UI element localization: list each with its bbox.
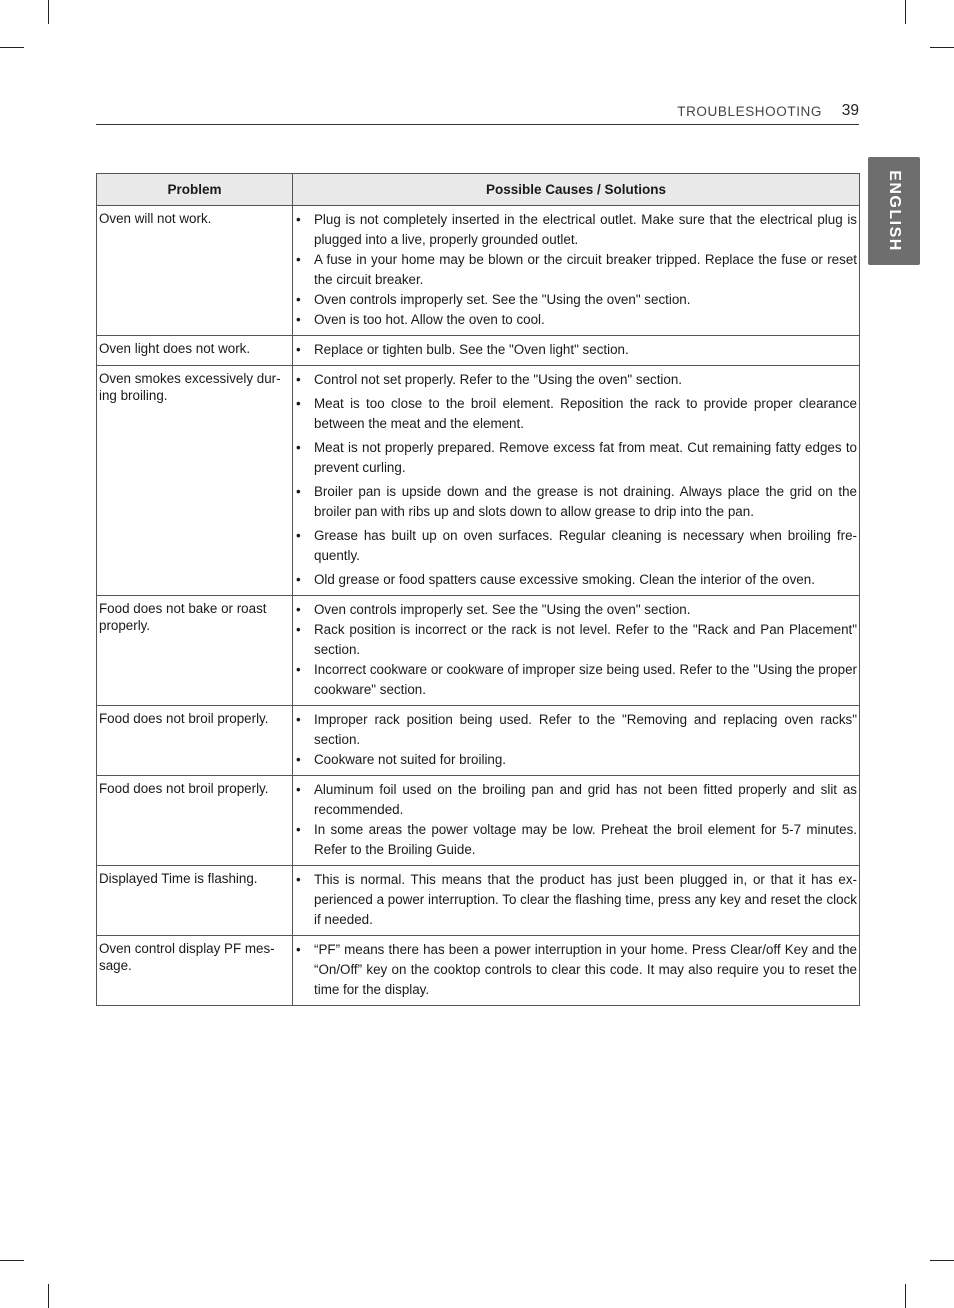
causes-list [295, 940, 857, 1000]
crop-mark [0, 47, 24, 48]
crop-mark [48, 0, 49, 24]
causes-cell [293, 366, 860, 596]
table-row [97, 866, 860, 936]
causes-list [295, 340, 857, 360]
problem-cell: Food does not broil properly. [97, 706, 293, 776]
cause-item: • Oven controls improperly set. See the "Using the oven" section. [295, 600, 857, 620]
cause-item: • Broiler pan is upside down and the grease is not draining. Always place the grid on the broiler pan with ribs up and slots down to allow grease to drip into the pan. [295, 482, 857, 522]
table-row [97, 706, 860, 776]
causes-cell [293, 936, 860, 1006]
page-number: 39 [841, 102, 859, 119]
table-row [97, 936, 860, 1006]
causes-cell [293, 776, 860, 866]
cause-item: • In some areas the power voltage may be low. Preheat the broil element for 5-7 minutes. Refer to the Broiling Guide. [295, 820, 857, 860]
problem-cell: Displayed Time is flashing. [97, 866, 293, 936]
causes-list [295, 780, 857, 860]
causes-cell [293, 336, 860, 366]
cause-item: • Improper rack position being used. Refer to the "Removing and replacing oven racks" section. [295, 710, 857, 750]
table-row [97, 596, 860, 706]
problem-cell: Oven light does not work. [97, 336, 293, 366]
cause-item: • Old grease or food spatters cause excessive smoking. Clean the interior of the oven. [295, 570, 857, 590]
cause-item: • Rack position is incorrect or the rack is not level. Refer to the "Rack and Pan Placement" section. [295, 620, 857, 660]
causes-cell [293, 596, 860, 706]
cause-item: • Plug is not completely inserted in the electrical outlet. Make sure that the electrical plug is plugged into a live, properly grounded outlet. [295, 210, 857, 250]
crop-mark [930, 1260, 954, 1261]
problem-cell: Food does not broil properly. [97, 776, 293, 866]
causes-list [295, 870, 857, 930]
crop-mark [905, 1284, 906, 1308]
problem-cell: Oven smokes excessively dur-ing broiling. [97, 366, 293, 596]
cause-item: • Meat is not properly prepared. Remove excess fat from meat. Cut remaining fatty edges to prevent curling. [295, 438, 857, 478]
table-row [97, 206, 860, 336]
crop-mark [0, 1260, 24, 1261]
language-tab [868, 157, 920, 265]
table-row [97, 776, 860, 866]
cause-item: • Oven controls improperly set. See the "Using the oven" section. [295, 290, 857, 310]
problem-cell: Oven will not work. [97, 206, 293, 336]
column-header-problem: Problem [97, 174, 293, 206]
language-tab-label: ENGLISH [886, 170, 903, 252]
cause-item: • “PF” means there has been a power interruption in your home. Press Clear/off Key and the “On/Off” key on the cooktop controls to clear this code. It may also require you to reset the time for the display. [295, 940, 857, 1000]
troubleshooting-table [96, 173, 860, 1006]
causes-list [295, 600, 857, 700]
causes-cell [293, 206, 860, 336]
cause-item: • Cookware not suited for broiling. [295, 750, 857, 770]
cause-item: • Replace or tighten bulb. See the "Oven light" section. [295, 340, 857, 360]
cause-item: • Control not set properly. Refer to the "Using the oven" section. [295, 370, 857, 390]
cause-item: • Aluminum foil used on the broiling pan and grid has not been fitted properly and slit as recommended. [295, 780, 857, 820]
causes-cell [293, 706, 860, 776]
crop-mark [905, 0, 906, 24]
crop-mark [930, 47, 954, 48]
table-header-row [97, 174, 860, 206]
cause-item: • A fuse in your home may be blown or the circuit breaker tripped. Replace the fuse or reset the circuit breaker. [295, 250, 857, 290]
cause-item: • Incorrect cookware or cookware of improper size being used. Refer to the "Using the proper cookware" section. [295, 660, 857, 700]
cause-item: • Oven is too hot. Allow the oven to cool. [295, 310, 857, 330]
section-title: TROUBLESHOOTING [677, 104, 822, 119]
cause-item: • This is normal. This means that the product has just been plugged in, or that it has ex-perienced a power interruption. To clear the flashing time, press any key and reset the clock if needed. [295, 870, 857, 930]
cause-item: • Meat is too close to the broil element. Reposition the rack to provide proper clearance between the meat and the element. [295, 394, 857, 434]
page-header [96, 100, 859, 125]
causes-cell [293, 866, 860, 936]
causes-list [295, 710, 857, 770]
column-header-causes: Possible Causes / Solutions [293, 174, 860, 206]
table-row [97, 336, 860, 366]
causes-list [295, 210, 857, 330]
problem-cell: Food does not bake or roast properly. [97, 596, 293, 706]
cause-item: • Grease has built up on oven surfaces. Regular cleaning is necessary when broiling fre-quently. [295, 526, 857, 566]
crop-mark [48, 1284, 49, 1308]
table-row [97, 366, 860, 596]
causes-list [295, 370, 857, 590]
problem-cell: Oven control display PF mes-sage. [97, 936, 293, 1006]
